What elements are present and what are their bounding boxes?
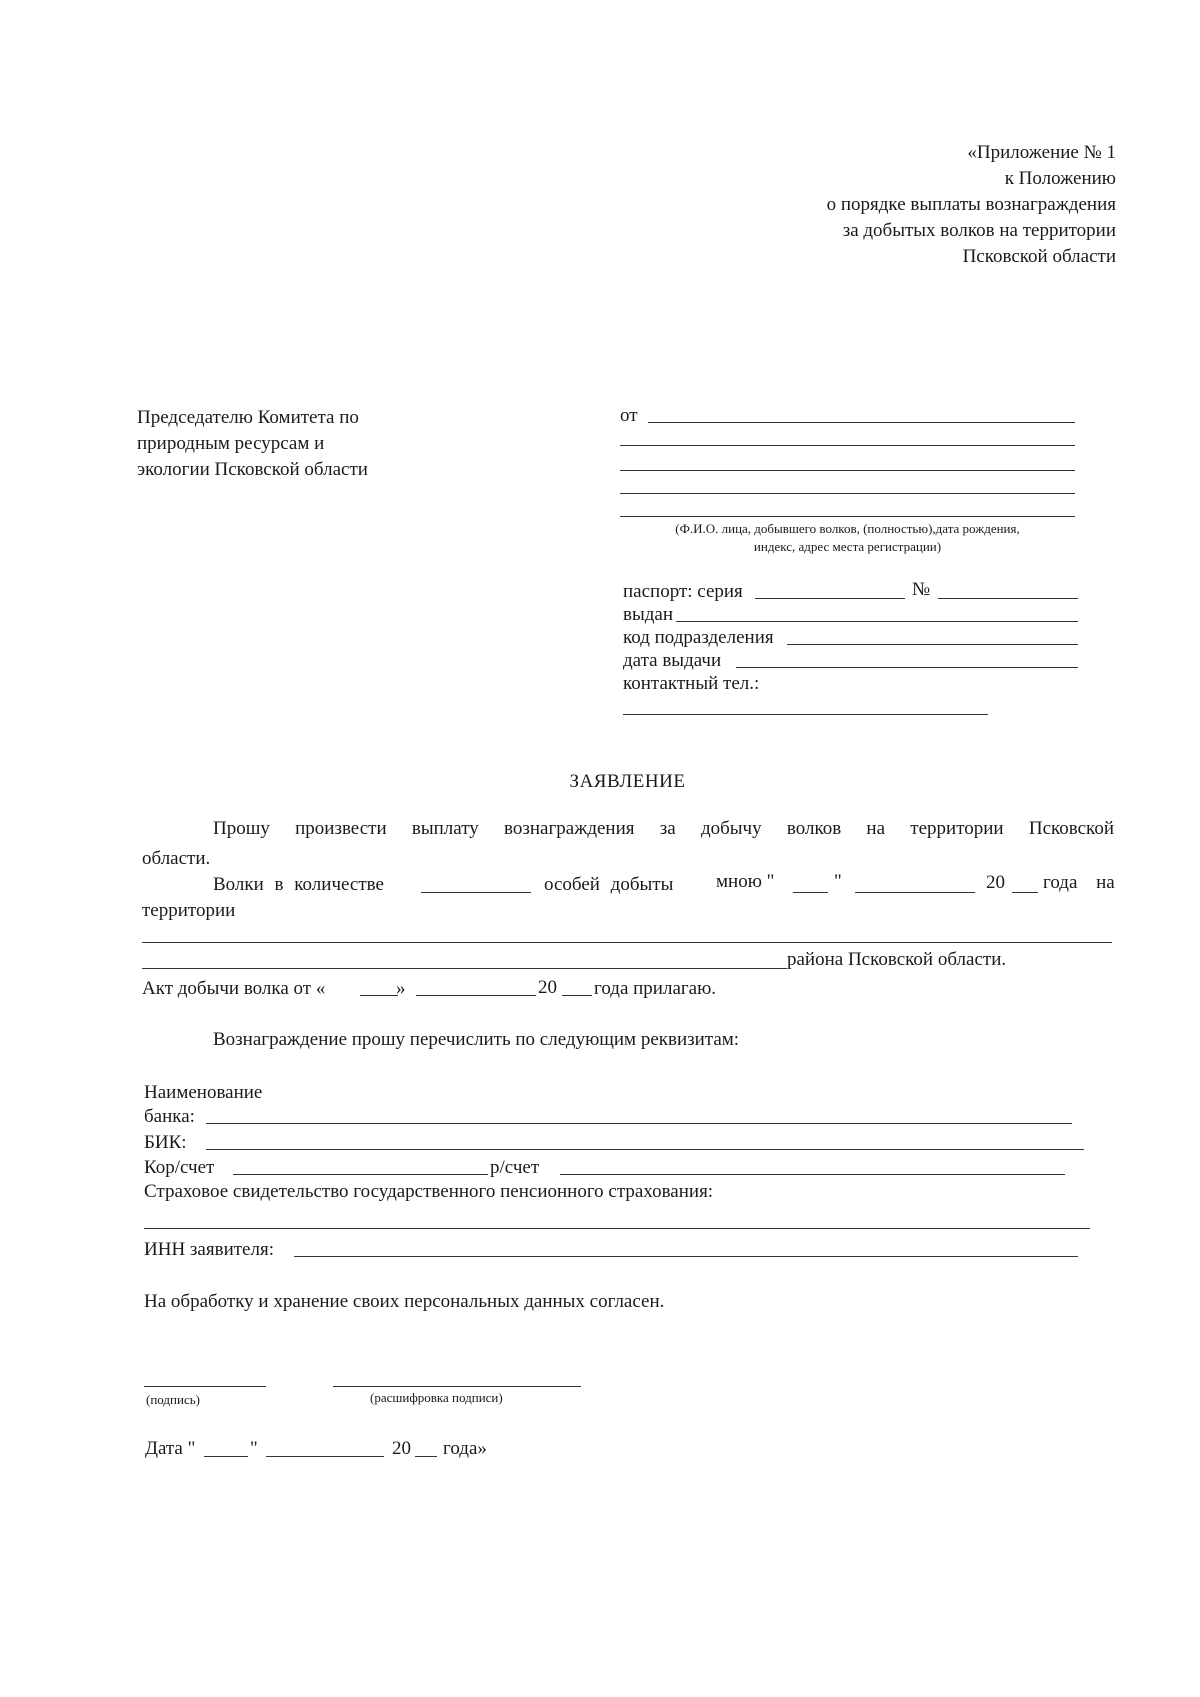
act-day-field[interactable] bbox=[360, 995, 398, 996]
consent-text: На обработку и хранение своих персональных данных согласен. bbox=[144, 1291, 665, 1312]
wolves-year-field[interactable] bbox=[1012, 892, 1038, 893]
signature-decode-field[interactable] bbox=[333, 1386, 581, 1387]
wolves-year-prefix: 20 bbox=[986, 872, 1005, 893]
passport-number-label: № bbox=[912, 579, 931, 600]
corr-account-label: Кор/счет bbox=[144, 1157, 215, 1178]
request-paragraph bbox=[142, 819, 1114, 838]
date-month-field[interactable] bbox=[266, 1456, 384, 1457]
request-line-1: Прошу произвести выплату вознаграждения за добычу волков на территории Псковской bbox=[213, 818, 1114, 839]
bank-name-label-2: банка: bbox=[144, 1106, 195, 1127]
bik-label: БИК: bbox=[144, 1132, 187, 1153]
division-code-label: код подразделения bbox=[623, 627, 774, 648]
date-day-field[interactable] bbox=[204, 1456, 248, 1457]
addressee-line-3: экологии Псковской области bbox=[137, 459, 368, 480]
wolves-taken-label: особей добыты bbox=[544, 874, 674, 895]
from-field-line-1[interactable] bbox=[648, 422, 1075, 423]
bik-field[interactable] bbox=[206, 1149, 1084, 1150]
wolves-count-label: Волки в количестве bbox=[213, 874, 384, 895]
wolves-year-suffix: года на bbox=[1043, 872, 1115, 893]
passport-series-field[interactable] bbox=[755, 598, 905, 599]
addressee-line-1: Председателю Комитета по bbox=[137, 407, 359, 428]
from-field-line-5[interactable] bbox=[620, 516, 1075, 517]
corr-account-field[interactable] bbox=[233, 1174, 488, 1175]
district-field-line-1[interactable] bbox=[142, 942, 1112, 943]
passport-series-label: паспорт: серия bbox=[623, 581, 743, 602]
issued-label: выдан bbox=[623, 604, 674, 625]
date-year-prefix: 20 bbox=[392, 1438, 411, 1459]
issued-field[interactable] bbox=[676, 621, 1078, 622]
requisites-intro: Вознаграждение прошу перечислить по следующим реквизитам: bbox=[213, 1029, 740, 1050]
signature-field[interactable] bbox=[144, 1386, 266, 1387]
date-label: Дата " bbox=[145, 1438, 196, 1459]
wolves-month-field[interactable] bbox=[855, 892, 975, 893]
issue-date-label: дата выдачи bbox=[623, 650, 722, 671]
phone-label: контактный тел.: bbox=[623, 673, 760, 694]
appendix-line-4: за добытых волков на территории bbox=[842, 220, 1116, 241]
appendix-line-2: к Положению bbox=[1004, 168, 1116, 189]
signature-hint: (подпись) bbox=[146, 1392, 200, 1407]
act-year-field[interactable] bbox=[562, 995, 592, 996]
act-label: Акт добычи волка от « bbox=[142, 978, 326, 999]
division-code-field[interactable] bbox=[787, 644, 1078, 645]
insurance-label: Страховое свидетельство государственного пенсионного страхования: bbox=[144, 1181, 714, 1202]
appendix-header bbox=[716, 140, 1116, 270]
applicant-hint bbox=[620, 520, 1075, 556]
date-suffix: года» bbox=[443, 1438, 487, 1459]
document-title: ЗАЯВЛЕНИЕ bbox=[569, 771, 686, 792]
act-quote-close: » bbox=[396, 978, 406, 999]
act-month-field[interactable] bbox=[416, 995, 536, 996]
addressee-block bbox=[137, 405, 368, 483]
territory-label: территории bbox=[142, 900, 236, 921]
bank-name-field[interactable] bbox=[206, 1123, 1072, 1124]
from-field-line-3[interactable] bbox=[620, 470, 1075, 471]
wolves-count-field[interactable] bbox=[421, 892, 531, 893]
addressee-line-2: природным ресурсам и bbox=[137, 433, 325, 454]
issue-date-field[interactable] bbox=[736, 667, 1078, 668]
act-year-prefix: 20 bbox=[538, 977, 557, 998]
from-field-line-2[interactable] bbox=[620, 445, 1075, 446]
district-field-line-2[interactable] bbox=[142, 968, 787, 969]
wolves-by-me-label: мною " bbox=[716, 871, 775, 892]
phone-field[interactable] bbox=[623, 714, 988, 715]
inn-label: ИНН заявителя: bbox=[144, 1239, 274, 1260]
appendix-line-5: Псковской области bbox=[962, 246, 1116, 267]
wolves-day-field[interactable] bbox=[793, 892, 828, 893]
act-suffix: года прилагаю. bbox=[594, 978, 717, 999]
applicant-hint-line-1: (Ф.И.О. лица, добывшего волков, (полностью),дата рождения, bbox=[675, 521, 1020, 536]
request-line-2: области. bbox=[142, 848, 211, 869]
wolves-quote-close: " bbox=[834, 871, 842, 892]
applicant-hint-line-2: индекс, адрес места регистрации) bbox=[753, 539, 942, 554]
inn-field[interactable] bbox=[294, 1256, 1078, 1257]
account-label: р/счет bbox=[490, 1157, 540, 1178]
from-label: от bbox=[620, 405, 638, 426]
appendix-line-3: о порядке выплаты вознаграждения bbox=[826, 194, 1116, 215]
from-field-line-4[interactable] bbox=[620, 493, 1075, 494]
bank-name-label-1: Наименование bbox=[144, 1082, 263, 1103]
insurance-field[interactable] bbox=[144, 1228, 1090, 1229]
appendix-line-1: «Приложение № 1 bbox=[967, 142, 1116, 163]
account-field[interactable] bbox=[560, 1174, 1065, 1175]
district-suffix: района Псковской области. bbox=[787, 949, 1007, 970]
date-quote-close: " bbox=[250, 1438, 258, 1459]
date-year-field[interactable] bbox=[415, 1456, 437, 1457]
passport-number-field[interactable] bbox=[938, 598, 1078, 599]
signature-decode-hint: (расшифровка подписи) bbox=[370, 1390, 503, 1405]
